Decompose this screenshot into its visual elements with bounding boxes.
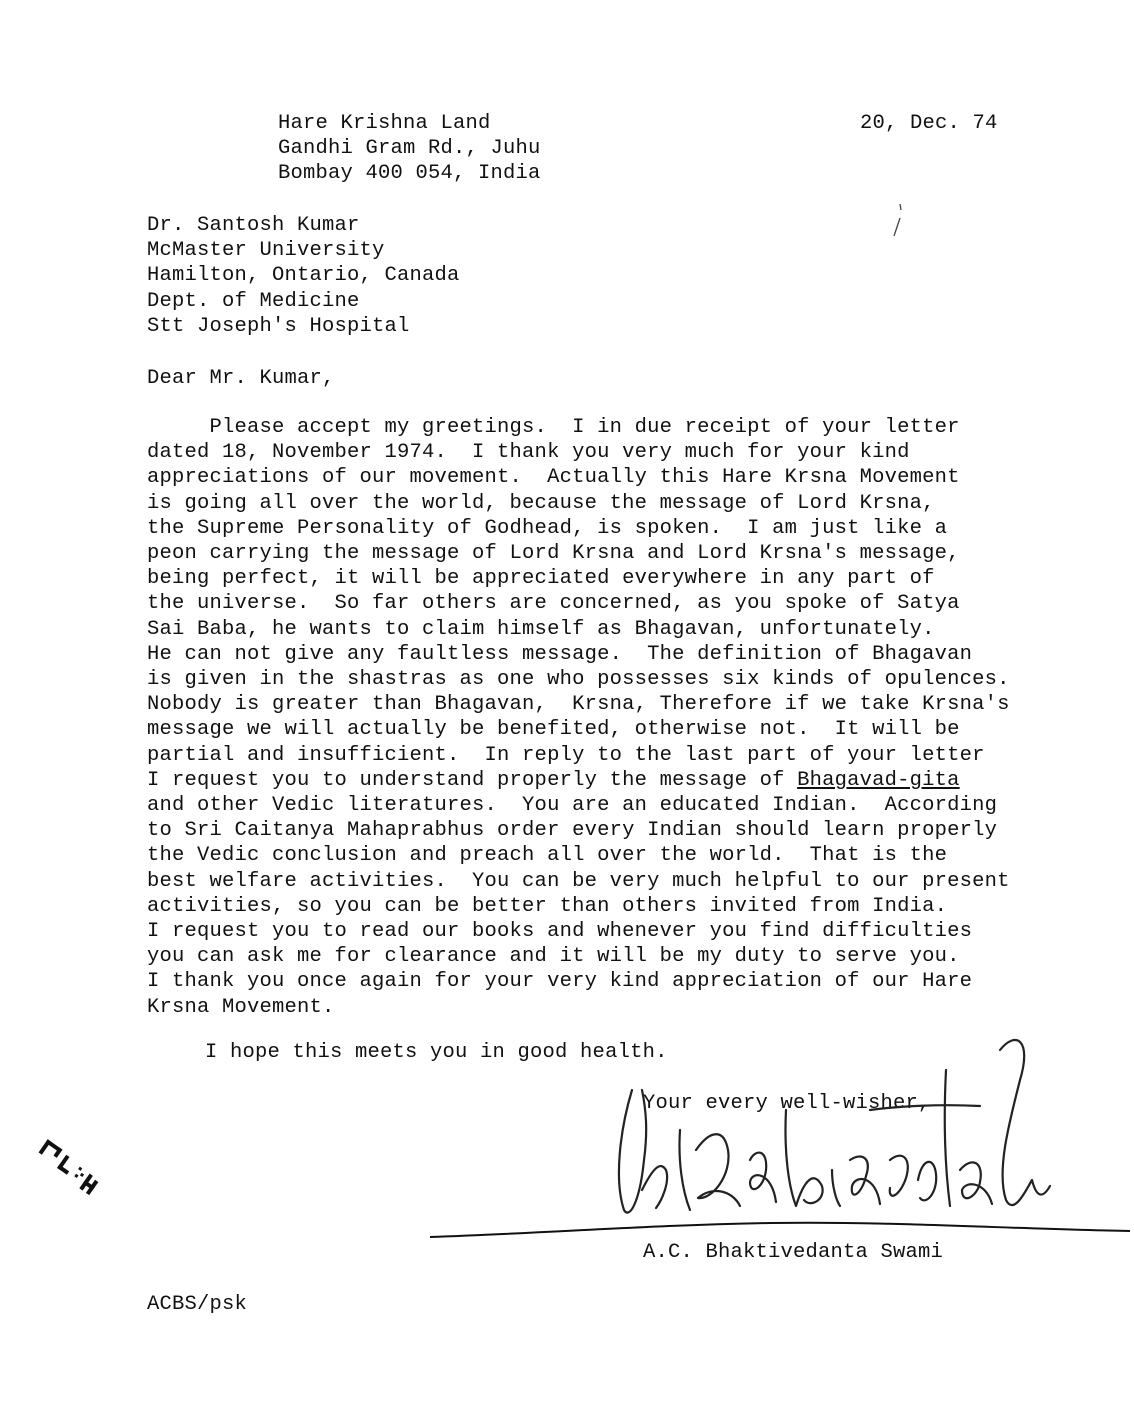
body-line: is given in the shastras as one who possesses six kinds of opulences.	[147, 668, 1010, 692]
recipient-line: Stt Joseph's Hospital	[147, 314, 410, 338]
body-line: being perfect, it will be appreciated everywhere in any part of	[147, 567, 935, 591]
body-line: and other Vedic literatures. You are an educated Indian. According	[147, 794, 998, 818]
valediction: Your every well-wisher,	[643, 1092, 931, 1115]
recipient-address	[147, 213, 460, 339]
body-line: best welfare activities. You can be very much helpful to our present	[147, 869, 1010, 893]
body-line: is going all over the world, because the message of Lord Krsna,	[147, 491, 935, 515]
book-title: Bhagavad-gita	[797, 768, 960, 792]
body-line: He can not give any faultless message. The definition of Bhagavan	[147, 642, 973, 666]
sender-address	[278, 111, 541, 187]
archive-stamp-mark	[25, 1130, 115, 1215]
body-line: appreciations of our movement. Actually this Hare Krsna Movement	[147, 466, 960, 490]
body-line: activities, so you can be better than others invited from India.	[147, 894, 948, 918]
body-line: Nobody is greater than Bhagavan, Krsna, Therefore if we take Krsna's	[147, 693, 1010, 717]
closing-line: I hope this meets you in good health.	[205, 1041, 668, 1064]
body-line: I request you to understand properly the message of	[147, 768, 798, 792]
body-line: you can ask me for clearance and it will be my duty to serve you.	[147, 945, 960, 969]
letter-body	[147, 415, 1010, 1020]
body-line: I request you to read our books and whenever you find difficulties	[147, 920, 973, 944]
body-line: Krsna Movement.	[147, 995, 335, 1019]
body-line: the universe. So far others are concerned, as you spoke of Satya	[147, 592, 960, 616]
recipient-line: Dr. Santosh Kumar	[147, 214, 360, 237]
sender-address-line: Hare Krishna Land	[278, 112, 491, 135]
body-line: partial and insufficient. In reply to the last part of your letter	[147, 743, 985, 767]
salutation: Dear Mr. Kumar,	[147, 367, 335, 390]
body-line: message we will actually be benefited, otherwise not. It will be	[147, 718, 960, 742]
recipient-line: Hamilton, Ontario, Canada	[147, 264, 460, 288]
handwritten-signature	[600, 1010, 1060, 1250]
recipient-line: Dept. of Medicine	[147, 289, 360, 313]
recipient-line: McMaster University	[147, 239, 385, 263]
body-line: dated 18, November 1974. I thank you very much for your kind	[147, 441, 910, 465]
pen-mark	[880, 200, 910, 250]
sender-address-line: Gandhi Gram Rd., Juhu	[278, 137, 541, 161]
body-line: Sai Baba, he wants to claim himself as Bhagavan, unfortunately.	[147, 617, 935, 641]
signatory-name: A.C. Bhaktivedanta Swami	[643, 1241, 944, 1264]
body-line: the Supreme Personality of Godhead, is spoken. I am just like a	[147, 516, 948, 540]
body-line: peon carrying the message of Lord Krsna and Lord Krsna's message,	[147, 542, 960, 566]
sender-address-line: Bombay 400 054, India	[278, 162, 541, 186]
letter-date: 20, Dec. 74	[860, 112, 998, 135]
body-line: I thank you once again for your very kind appreciation of our Hare	[147, 970, 973, 994]
body-line: Please accept my greetings. I in due receipt of your letter	[147, 416, 960, 439]
body-line: to Sri Caitanya Mahaprabhus order every Indian should learn properly	[147, 819, 998, 843]
typist-initials: ACBS/psk	[147, 1293, 248, 1316]
body-line: the Vedic conclusion and preach all over the world. That is the	[147, 844, 948, 868]
